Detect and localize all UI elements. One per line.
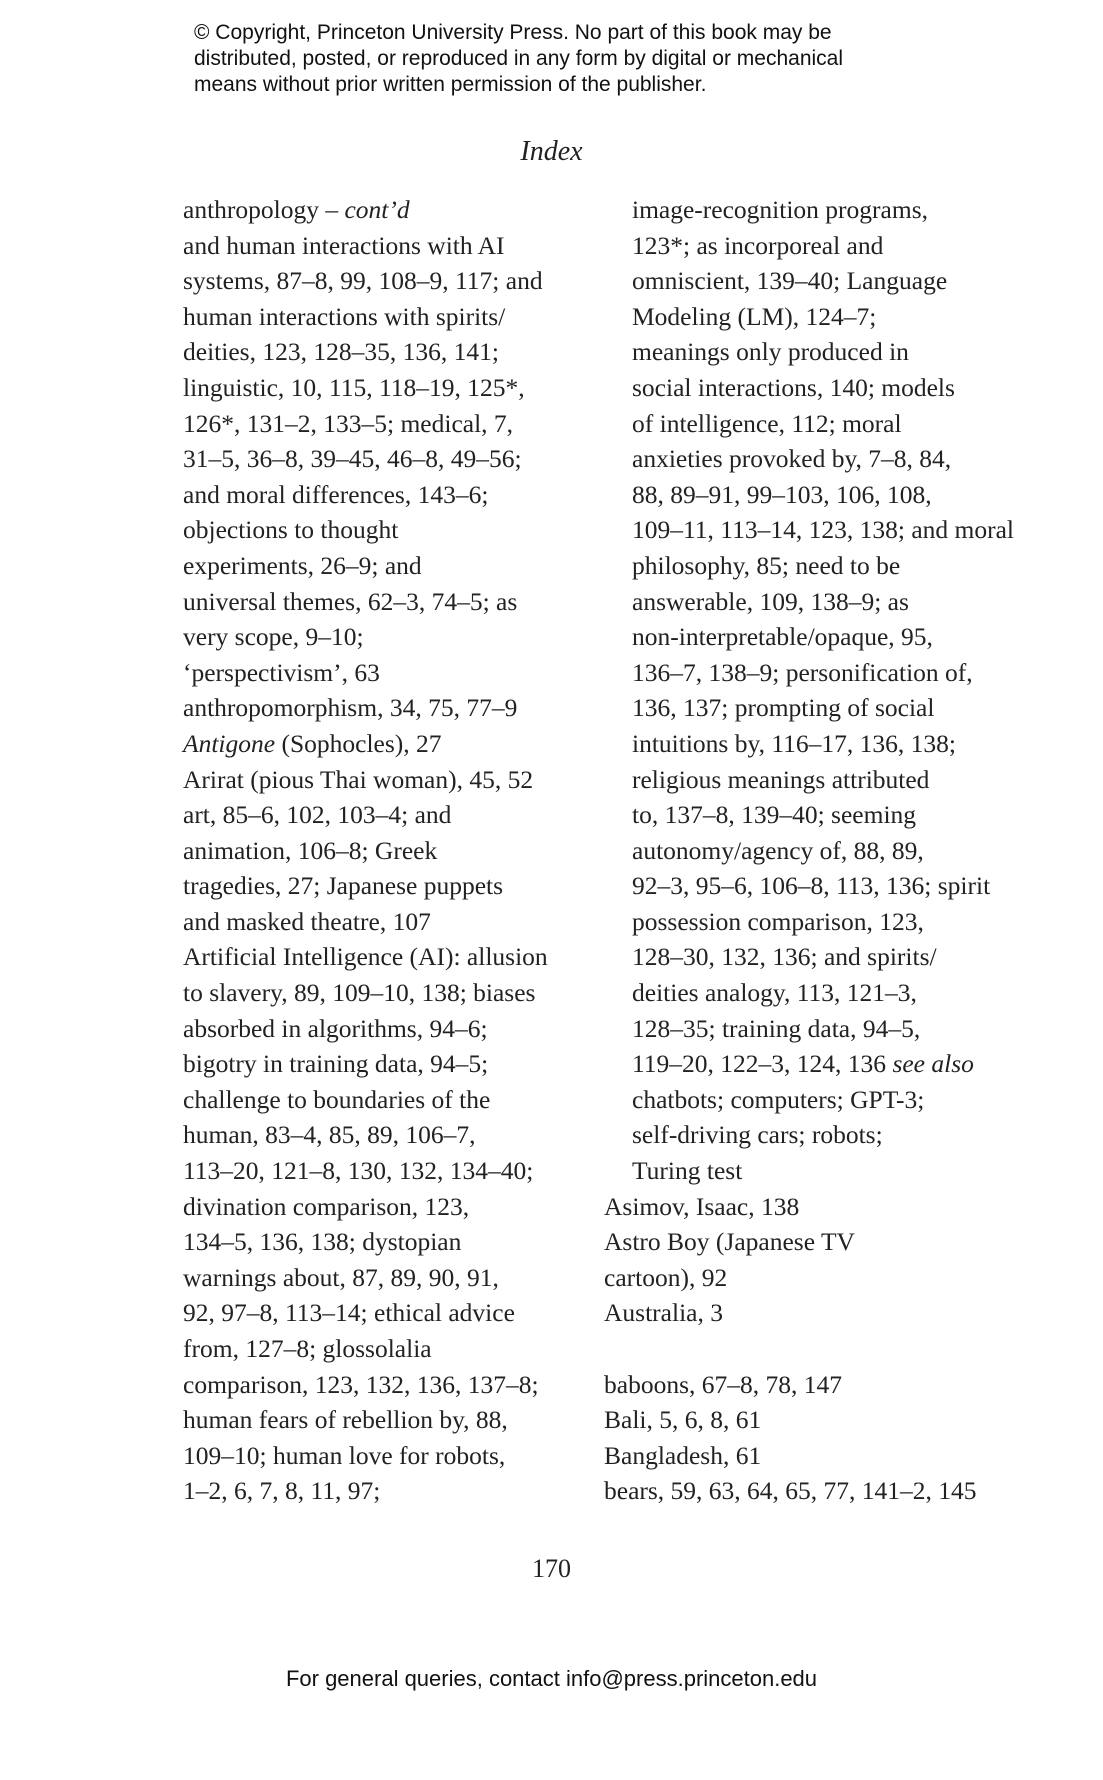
page-number: 170 xyxy=(532,1554,571,1583)
index-line: chatbots; computers; GPT-3; xyxy=(632,1084,925,1114)
index-column-left xyxy=(183,192,583,1509)
index-line: and human interactions with AI xyxy=(183,230,505,260)
section-break xyxy=(604,1331,1024,1367)
index-entry-bangladesh xyxy=(604,1438,1024,1474)
index-line: art, 85–6, 102, 103–4; and xyxy=(183,800,452,830)
index-line: ‘perspectivism’, 63 xyxy=(183,657,380,687)
index-entry-australia xyxy=(604,1295,1024,1331)
index-line: Asimov, Isaac, 138 xyxy=(604,1191,800,1221)
index-line: 128–30, 132, 136; and spirits/ xyxy=(632,942,937,972)
index-line xyxy=(632,1046,1024,1082)
index-line-text: 119–20, 122–3, 124, 136 xyxy=(632,1049,893,1079)
index-line: 88, 89–91, 99–103, 106, 108, xyxy=(632,479,932,509)
index-line: self-driving cars; robots; xyxy=(632,1120,883,1150)
index-line: experiments, 26–9; and xyxy=(183,550,422,580)
index-line: absorbed in algorithms, 94–6; xyxy=(183,1013,488,1043)
index-line: 109–10; human love for robots, xyxy=(183,1440,506,1470)
index-line: human, 83–4, 85, 89, 106–7, xyxy=(183,1120,476,1150)
contact-footer: For general queries, contact info@press.princeton.edu xyxy=(285,1666,818,1691)
index-line: Modeling (LM), 124–7; xyxy=(632,301,877,331)
work-title: Antigone xyxy=(183,728,276,758)
index-line: 109–11, 113–14, 123, 138; and moral xyxy=(632,515,1014,545)
continued-marker: cont’d xyxy=(344,195,410,224)
index-line: linguistic, 10, 115, 118–19, 125*, xyxy=(183,372,525,402)
index-line: 31–5, 36–8, 39–45, 46–8, 49–56; xyxy=(183,444,522,474)
index-line: tragedies, 27; Japanese puppets xyxy=(183,871,504,901)
index-line: Bali, 5, 6, 8, 61 xyxy=(604,1405,762,1435)
index-line: cartoon), 92 xyxy=(604,1262,728,1292)
index-line: human fears of rebellion by, 88, xyxy=(183,1405,508,1435)
index-line: 128–35; training data, 94–5, xyxy=(632,1013,921,1043)
index-line: answerable, 109, 138–9; as xyxy=(632,586,909,616)
index-entry-art xyxy=(183,797,583,939)
index-line: bears, 59, 63, 64, 65, 77, 141–2, 145 xyxy=(604,1476,977,1506)
copyright-line: means without prior written permission of the publisher. xyxy=(194,73,707,96)
index-line: baboons, 67–8, 78, 147 xyxy=(604,1369,842,1399)
index-line: to slavery, 89, 109–10, 138; biases xyxy=(183,978,536,1008)
index-line: warnings about, 87, 89, 90, 91, xyxy=(183,1262,499,1292)
index-entry-bali xyxy=(604,1402,1024,1438)
index-line: from, 127–8; glossolalia xyxy=(183,1334,432,1363)
index-line: very scope, 9–10; xyxy=(183,622,364,652)
copyright-notice xyxy=(194,20,914,98)
index-head-line xyxy=(183,192,583,228)
index-line: social interactions, 140; models xyxy=(632,372,955,402)
copyright-line: distributed, posted, or reproduced in any form by digital or mechanical xyxy=(194,47,844,70)
index-line: universal themes, 62–3, 74–5; as xyxy=(183,586,518,616)
index-line: and moral differences, 143–6; xyxy=(183,479,489,509)
index-line: non-interpretable/opaque, 95, xyxy=(632,622,933,652)
index-line: animation, 106–8; Greek xyxy=(183,835,438,865)
index-line: autonomy/agency of, 88, 89, xyxy=(632,835,924,865)
index-line: omniscient, 139–40; Language xyxy=(632,266,948,296)
index-line: anxieties provoked by, 7–8, 84, xyxy=(632,444,952,474)
copyright-line: © Copyright, Princeton University Press. No part of this book may be xyxy=(194,21,832,44)
index-entry-ai-continued xyxy=(604,192,1024,1189)
index-line: of intelligence, 112; moral xyxy=(632,408,902,438)
index-line: to, 137–8, 139–40; seeming xyxy=(632,800,917,830)
index-line: 123*; as incorporeal and xyxy=(632,230,884,260)
index-line: 136–7, 138–9; personification of, xyxy=(632,657,973,687)
index-line: deities, 123, 128–35, 136, 141; xyxy=(183,337,499,367)
index-line: deities analogy, 113, 121–3, xyxy=(632,978,917,1008)
index-column-right xyxy=(604,192,1024,1509)
index-entry-bears xyxy=(604,1473,1024,1509)
index-line: and masked theatre, 107 xyxy=(183,906,431,936)
index-line: 92–3, 95–6, 106–8, 113, 136; spirit xyxy=(632,871,991,901)
index-line: Australia, 3 xyxy=(604,1298,723,1328)
index-entry-arirat xyxy=(183,762,583,798)
index-line: 126*, 131–2, 133–5; medical, 7, xyxy=(183,408,514,438)
index-line: 136, 137; prompting of social xyxy=(632,693,935,723)
index-line: systems, 87–8, 99, 108–9, 117; and xyxy=(183,266,543,296)
index-line: religious meanings attributed xyxy=(632,764,930,794)
index-line: intuitions by, 116–17, 136, 138; xyxy=(632,728,956,758)
index-line: Artificial Intelligence (AI): allusion xyxy=(183,942,548,972)
running-header: Index xyxy=(520,136,583,167)
index-line: 92, 97–8, 113–14; ethical advice xyxy=(183,1298,515,1328)
index-line: Turing test xyxy=(632,1156,743,1186)
index-line: challenge to boundaries of the xyxy=(183,1084,491,1114)
index-line: comparison, 123, 132, 136, 137–8; xyxy=(183,1369,539,1399)
index-entry-anthropomorphism xyxy=(183,690,583,726)
index-term: anthropology – xyxy=(183,195,345,224)
index-line: divination comparison, 123, xyxy=(183,1191,470,1221)
index-entry-antigone xyxy=(183,726,583,762)
index-line: philosophy, 85; need to be xyxy=(632,550,901,580)
index-line: bigotry in training data, 94–5; xyxy=(183,1049,489,1079)
index-head-line xyxy=(183,726,583,762)
index-line: (Sophocles), 27 xyxy=(281,728,442,758)
index-line: objections to thought xyxy=(183,515,399,545)
index-entry-asimov xyxy=(604,1189,1024,1225)
index-line: possession comparison, 123, xyxy=(632,906,924,936)
index-line: 113–20, 121–8, 130, 132, 134–40; xyxy=(183,1156,534,1186)
index-entry-artificial-intelligence xyxy=(183,939,583,1509)
see-also: see also xyxy=(892,1049,974,1079)
index-line: anthropomorphism, 34, 75, 77–9 xyxy=(183,693,518,723)
index-entry-baboons xyxy=(604,1367,1024,1403)
index-entry-anthropology xyxy=(183,192,583,690)
index-line: human interactions with spirits/ xyxy=(183,301,506,331)
index-line: image-recognition programs, xyxy=(632,195,928,224)
index-line: 134–5, 136, 138; dystopian xyxy=(183,1227,462,1257)
index-line: meanings only produced in xyxy=(632,337,909,367)
index-entry-astro-boy xyxy=(604,1224,1024,1295)
index-line: Arirat (pious Thai woman), 45, 52 xyxy=(183,764,534,794)
index-line: 1–2, 6, 7, 8, 11, 97; xyxy=(183,1476,381,1506)
index-line: Astro Boy (Japanese TV xyxy=(604,1227,855,1257)
index-line: Bangladesh, 61 xyxy=(604,1440,762,1470)
